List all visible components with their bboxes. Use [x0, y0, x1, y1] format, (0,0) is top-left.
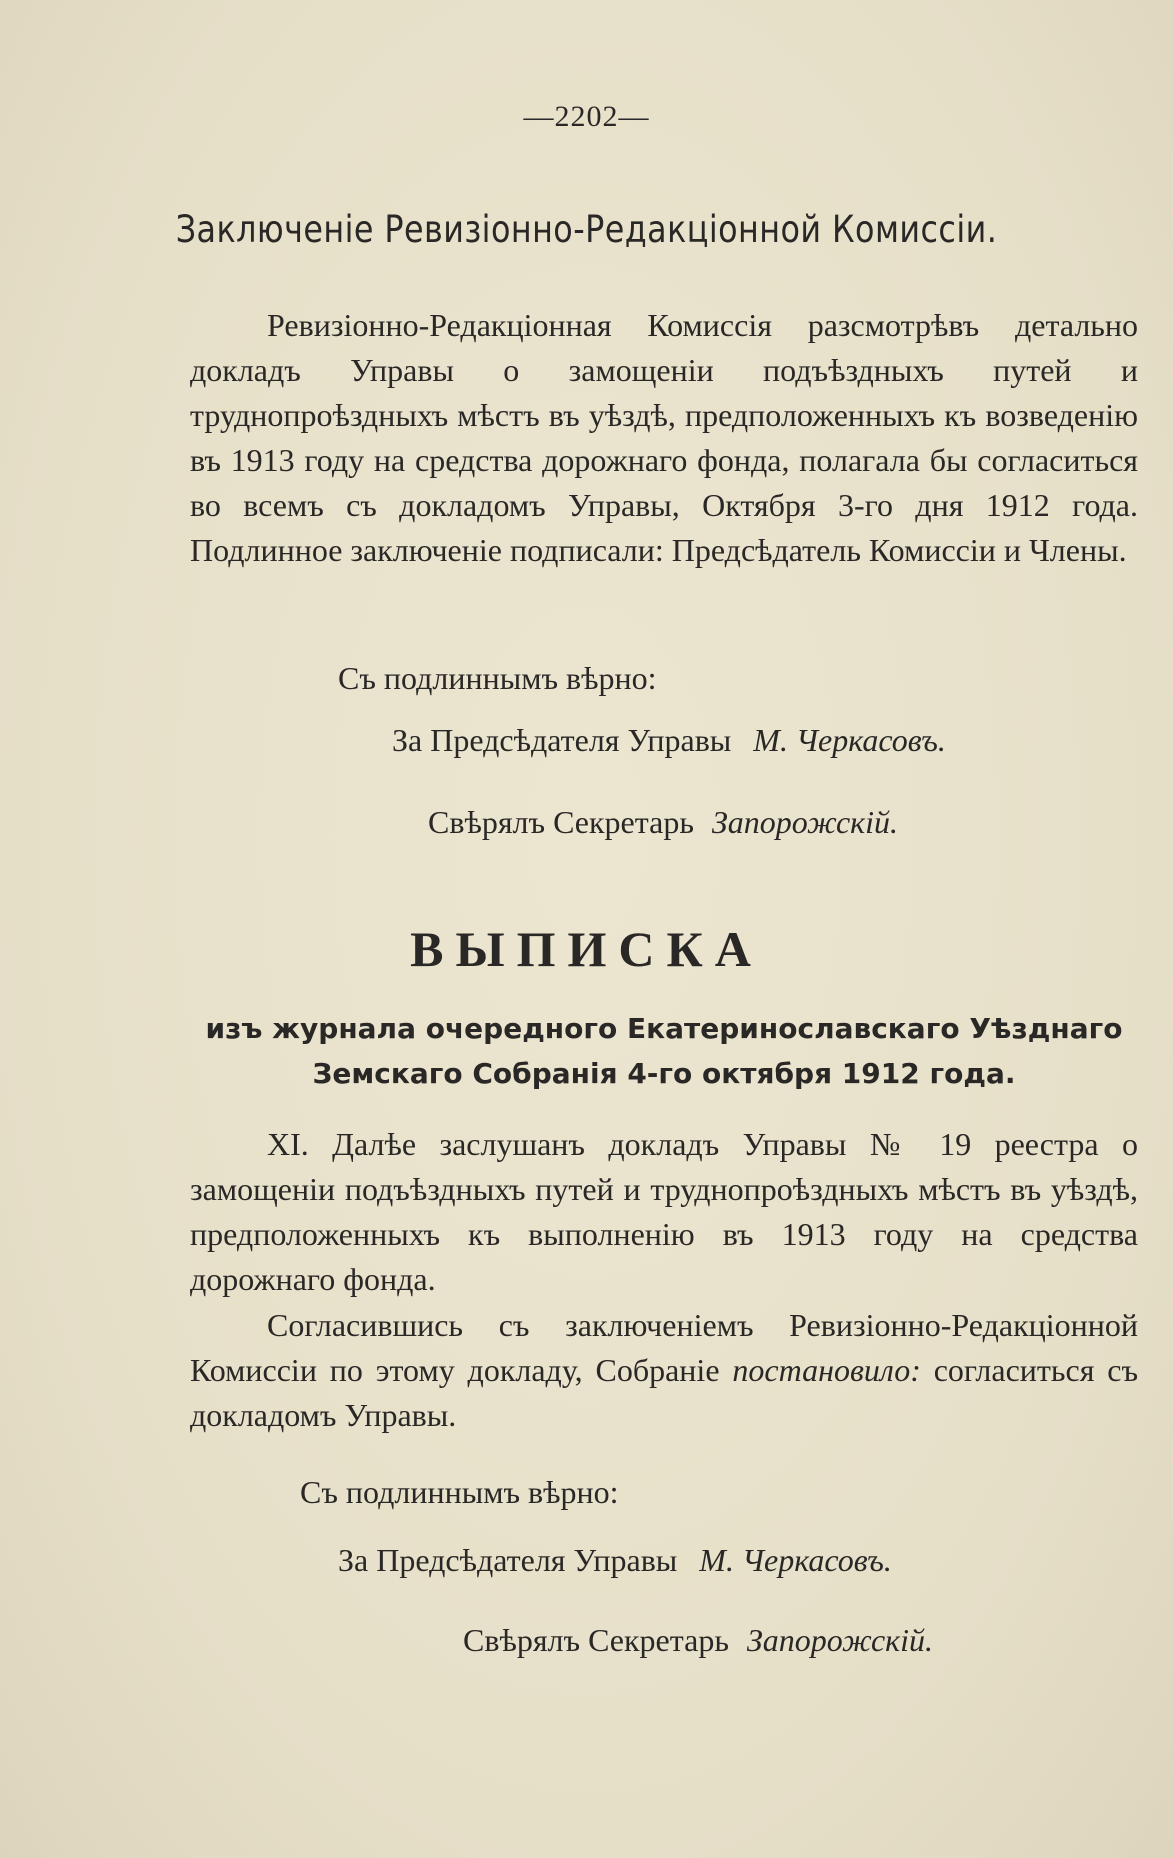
extract-title: ВЫПИСКА	[410, 921, 763, 977]
chairman-label: За Предсѣдателя Управы	[392, 722, 732, 758]
conclusion-certified: Съ подлиннымъ вѣрно:	[338, 660, 657, 696]
secretary-signature: Запорожскій.	[746, 1622, 933, 1658]
secretary-label: Свѣрялъ Секретарь	[463, 1622, 729, 1658]
secretary-signature: Запорожскій.	[711, 804, 898, 840]
chairman-signature: М. Черкасовъ.	[753, 722, 946, 758]
chairman-label: За Предсѣдателя Управы	[338, 1542, 678, 1578]
chairman-signature: М. Черкасовъ.	[699, 1542, 892, 1578]
extract-paragraph-2	[190, 1303, 1138, 1438]
extract-secretary	[463, 1622, 933, 1659]
conclusion-chairman	[392, 722, 946, 759]
para2-start: Согласившись съ заключеніемъ Ревизіонно-Редакціонной Комиссіи по этому докладу, Собраніе	[190, 1307, 1138, 1388]
extract-chairman	[338, 1542, 892, 1579]
page-number: —2202—	[523, 100, 650, 133]
conclusion-secretary	[428, 804, 898, 841]
conclusion-title: Заключеніе Ревизіонно-Редакціонной Комиссіи.	[175, 208, 998, 251]
para2-italic: постановило:	[732, 1352, 921, 1388]
secretary-label: Свѣрялъ Секретарь	[428, 804, 694, 840]
extract-subtitle-line1: изъ журнала очередного Екатеринославскаго Уѣзднаго	[205, 1012, 1123, 1045]
extract-paragraph-1: XI. Далѣе заслушанъ докладъ Управы № 19 реестра о замощеніи подъѣздныхъ путей и труднопроѣздныхъ мѣстъ въ уѣздѣ, предположенныхъ къ выполненію въ 1913 году на средства дорожнаго фонда.	[190, 1126, 1138, 1297]
extract-certified: Съ подлиннымъ вѣрно:	[300, 1474, 619, 1510]
extract-subtitle-line2: Земскаго Собранія 4-го октября 1912 года.	[312, 1057, 1016, 1090]
conclusion-body: Ревизіонно-Редакціонная Комиссія разсмотрѣвъ детально докладъ Управы о замощеніи подъѣздныхъ путей и труднопроѣздныхъ мѣстъ въ уѣздѣ, предположенныхъ къ возведенію въ 1913 году на средства дорожнаго фонда, полагала бы согласиться во всемъ съ докладомъ Управы, Октября 3-го дня 1912 года. Подлинное заключеніе подписали: Предсѣдатель Комиссіи и Члены.	[190, 307, 1138, 568]
para2-end: согласиться съ докладомъ Управы.	[190, 1352, 1139, 1433]
